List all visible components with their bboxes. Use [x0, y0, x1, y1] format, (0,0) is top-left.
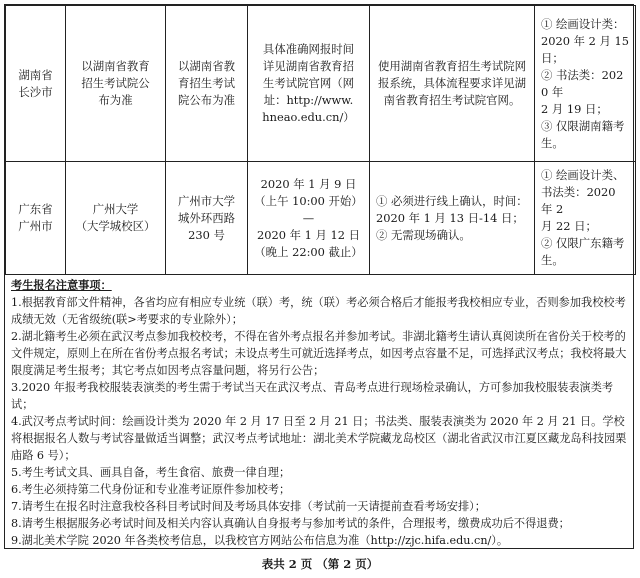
note-item: 4.武汉考点考试时间：绘画设计类为 2020 年 2 月 17 日至 2 月 21 日；书法类、服装表演类为 2020 年 2 月 21 日。学校将根据报名人数与考试容量做适当调整；武汉考点考试地址：湖北美术学院藏龙岛校区（湖北省武汉市江夏区藏龙岛科技园栗庙路 6 号）； — [11, 415, 627, 462]
note-item: 9.湖北美术学院 2020 年各类校考信息，以我校官方网站公布信息为准（http://zjc.hifa.edu.cn/）。 — [11, 534, 509, 547]
note-item: 1.根据教育部文件精神，各省均应有相应专业统（联）考，统（联）考必须合格后才能报考我校相应专业，否则参加我校校考成绩无效（无省级统(联>考要求的专业除外）； — [11, 296, 626, 326]
note-item: 7.请考生在报名时注意我校各科目考试时间及考场具体安排（考试前一天请提前查看考场安排）； — [11, 500, 486, 513]
note-item: 8.请考生根据服务必考试时间及相关内容认真确认自身报考与参加考试的条件，合理报考，缴费成功后不得退费； — [11, 517, 570, 530]
registration-time-cell: 2020 年 1 月 9 日 （上午 10:00 开始） — 2020 年 1 月 12 日 （晚上 22:00 截止） — [248, 162, 370, 275]
document-sheet — [4, 4, 634, 549]
exam-sites-table — [5, 5, 636, 275]
note-item: 5.考生考试文具、画具自备，考生食宿、旅费一律自理； — [11, 466, 291, 479]
region-cell: 湖南省 长沙市 — [6, 6, 66, 162]
note-item: 3.2020 年报考我校服装表演类的考生需于考试当天在武汉考点、青岛考点进行现场检录确认，方可参加我校服装表演类考试； — [11, 381, 614, 411]
venue-cell: 广州大学 （大学城校区） — [66, 162, 166, 275]
page-footer: 表共 2 页 （第 2 页） — [261, 557, 379, 571]
exam-date-cell: ① 绘画设计类、 书法类：2020 年 2 月 22 日； ② 仅限广东籍考 生。 — [535, 162, 636, 275]
confirmation-cell: ① 必须进行线上确认，时间： 2020 年 1 月 13 日-14 日； ② 无需现场确认。 — [370, 162, 535, 275]
address-cell: 广州市大学 城外环西路 230 号 — [166, 162, 248, 275]
note-item: 2.湖北籍考生必须在武汉考点参加我校校考，不得在省外考点报名并参加考试。非湖北籍考生请认真阅读所在省份关于校考的文件规定，原则上在所在省份考点报名考试；未设点考生可就近选择考点，如因考点容量不足，可选择武汉考点；我校将最大限度满足考生报考；其它考点如因考点容量问题，将另行公告； — [11, 330, 627, 377]
notes-section — [5, 275, 633, 549]
table-row — [6, 162, 636, 275]
confirmation-cell: 使用湖南省教育招生考试院网 报系统，具体流程要求详见湖 南省教育招生考试院官网。 — [370, 6, 535, 162]
venue-cell: 以湖南省教育 招生考试院公 布为准 — [66, 6, 166, 162]
address-cell: 以湖南省教 育招生考试 院公布为准 — [166, 6, 248, 162]
notes-title: 考生报名注意事项： — [11, 278, 112, 292]
exam-date-cell: ① 绘画设计类： 2020 年 2 月 15 日； ② 书法类：2020 年 2 月 19 日； ③ 仅限湖南籍考 生。 — [535, 6, 636, 162]
region-cell: 广东省 广州市 — [6, 162, 66, 275]
table-row — [6, 6, 636, 162]
registration-time-cell: 具体准确网报时间 详见湖南省教育招 生考试院官网（网 址：http://www. hneao.edu.cn/） — [248, 6, 370, 162]
note-item: 6.考生必须持第二代身份证和专业准考证原件参加校考； — [11, 483, 291, 496]
